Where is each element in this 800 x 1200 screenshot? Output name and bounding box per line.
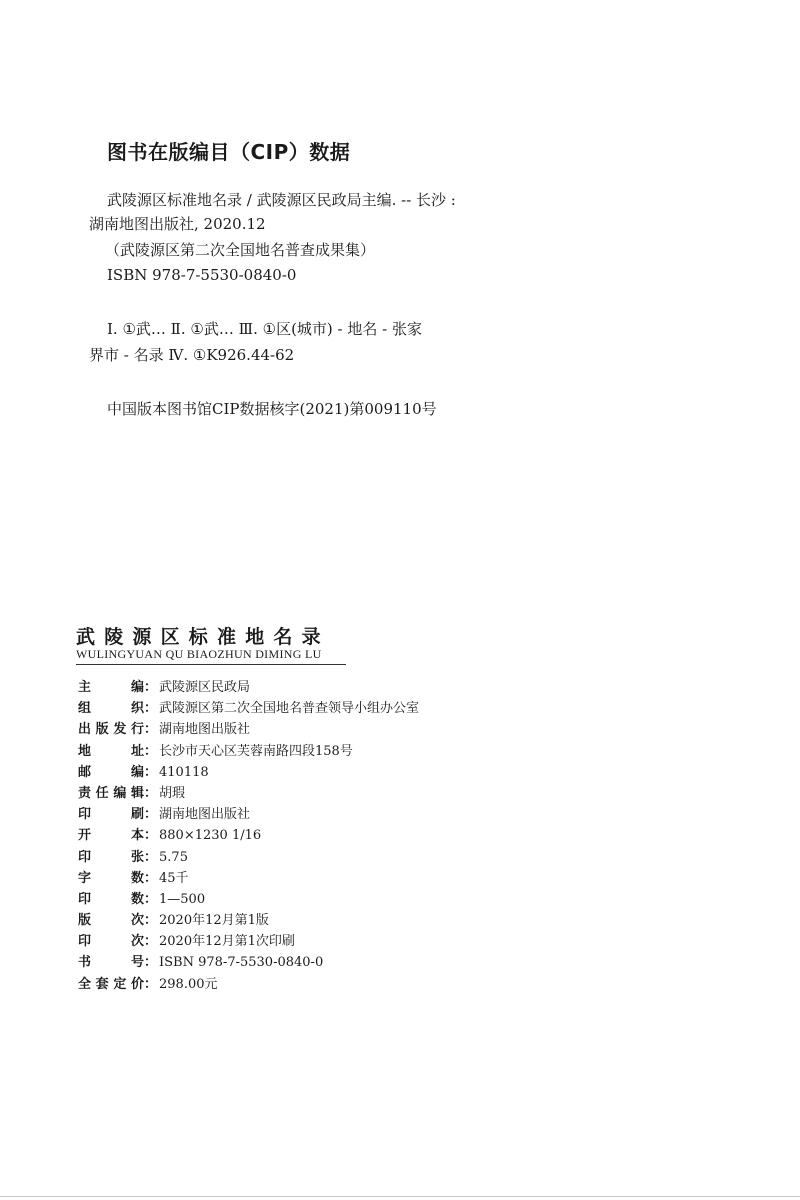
pub-colon: ： — [144, 976, 158, 992]
pub-value: 410118 — [159, 764, 209, 780]
pub-row-impression — [78, 930, 419, 951]
pub-label: 字数 — [78, 870, 144, 886]
pub-label: 地址 — [78, 743, 144, 759]
pub-value: 880×1230 1/16 — [159, 828, 262, 844]
cip-record-number: 中国版本图书馆CIP数据核字(2021)第009110号 — [107, 400, 437, 418]
pub-label: 印张 — [78, 849, 144, 865]
pub-value: 1—500 — [159, 891, 206, 907]
pub-value: 武陵源区民政局 — [159, 680, 251, 695]
pub-colon: ： — [144, 680, 158, 695]
pub-value: 298.00元 — [159, 976, 218, 992]
pub-value: 2020年12月第1版 — [159, 913, 269, 929]
cip-classification-line: Ⅰ. ①武… Ⅱ. ①武… Ⅲ. ①区(城市) - 地名 - 张家 — [107, 320, 422, 338]
pub-value: 湖南地图出版社 — [159, 807, 251, 823]
pub-colon: ： — [144, 870, 158, 886]
page-bottom-edge — [0, 1196, 800, 1197]
pub-label: 全套定价 — [78, 976, 144, 992]
pub-row-printer — [78, 803, 419, 824]
pub-colon: ： — [144, 701, 158, 717]
pub-colon: ： — [144, 913, 158, 929]
pub-label: 邮编 — [78, 764, 144, 780]
cip-heading: 图书在版编目（CIP）数据 — [107, 140, 351, 164]
pub-row-price — [78, 973, 419, 994]
cip-isbn-line: ISBN 978-7-5530-0840-0 — [107, 266, 297, 284]
cip-publisher-line: 湖南地图出版社, 2020.12 — [89, 215, 266, 233]
pub-row-edition — [78, 909, 419, 930]
cip-series-line: （武陵源区第二次全国地名普查成果集） — [105, 241, 376, 259]
pub-row-responsible-editor — [78, 782, 419, 803]
pub-row-print-run — [78, 888, 419, 909]
pub-colon: ： — [144, 785, 158, 801]
book-title-chinese: 武陵源区标准地名录 — [76, 626, 330, 648]
pub-row-organizer — [78, 697, 419, 718]
pub-label: 开本 — [78, 828, 144, 844]
pub-row-postcode — [78, 761, 419, 782]
pub-value: 45千 — [159, 870, 189, 886]
pub-label: 版次 — [78, 913, 144, 929]
pub-colon: ： — [144, 955, 158, 971]
publication-info-list — [78, 676, 419, 994]
cip-title-line: 武陵源区标准地名录 / 武陵源区民政局主编. -- 长沙 : — [107, 191, 456, 209]
pub-row-format — [78, 824, 419, 845]
pub-value: 长沙市天心区芙蓉南路四段158号 — [159, 743, 353, 759]
pub-value: 2020年12月第1次印刷 — [159, 934, 295, 950]
pub-label: 出版发行 — [78, 722, 144, 738]
pub-row-editor — [78, 676, 419, 697]
pub-row-address — [78, 740, 419, 761]
pub-colon: ： — [144, 807, 158, 823]
pub-label: 印刷 — [78, 807, 144, 823]
book-title-pinyin: WULINGYUAN QU BIAOZHUN DIMING LU — [76, 647, 322, 661]
title-divider — [76, 664, 346, 665]
pub-row-sheets — [78, 846, 419, 867]
pub-label: 印次 — [78, 934, 144, 950]
pub-row-isbn — [78, 951, 419, 972]
pub-label: 书号 — [78, 955, 144, 971]
pub-label: 印数 — [78, 891, 144, 907]
pub-label: 责任编辑 — [78, 785, 144, 801]
pub-colon: ： — [144, 934, 158, 950]
pub-row-publisher — [78, 718, 419, 739]
pub-colon: ： — [144, 722, 158, 738]
pub-value: ISBN 978-7-5530-0840-0 — [159, 955, 324, 971]
pub-value: 胡瑕 — [159, 785, 186, 801]
pub-value: 5.75 — [159, 849, 188, 865]
cip-classification-line-2: 界市 - 名录 Ⅳ. ①K926.44-62 — [89, 346, 295, 364]
pub-label: 主编 — [78, 680, 144, 695]
pub-value: 湖南地图出版社 — [159, 722, 251, 738]
pub-label: 组织 — [78, 701, 144, 717]
pub-colon: ： — [144, 764, 158, 780]
pub-colon: ： — [144, 743, 158, 759]
pub-colon: ： — [144, 828, 158, 844]
pub-value: 武陵源区第二次全国地名普查领导小组办公室 — [159, 701, 420, 717]
pub-row-word-count — [78, 867, 419, 888]
pub-colon: ： — [144, 849, 158, 865]
pub-colon: ： — [144, 891, 158, 907]
